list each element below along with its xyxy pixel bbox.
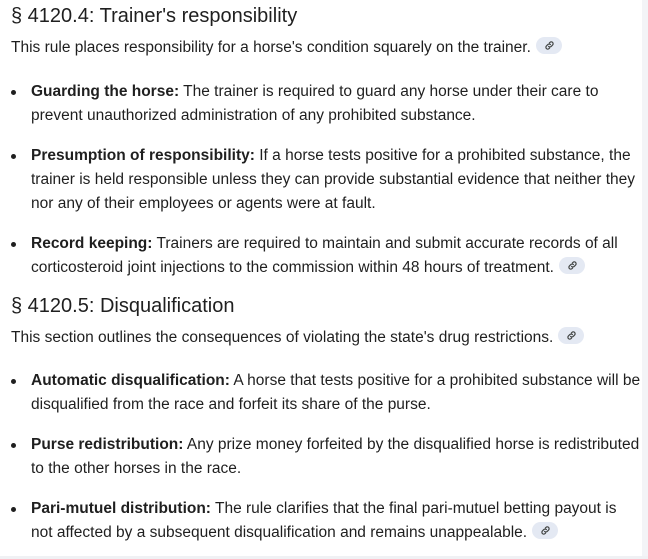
- bullet: [11, 507, 16, 512]
- item-title: Purse redistribution:: [31, 436, 184, 453]
- item-text: The rule clarifies that the final pari-mutuel betting payout is not affected by a subsequent disqualification and remains unappealable.: [31, 500, 617, 541]
- list-item: [11, 144, 641, 216]
- list-item: [11, 497, 641, 545]
- section-intro: This rule places responsibility for a horse's condition squarely on the trainer.: [11, 36, 641, 60]
- list-item: [11, 369, 641, 417]
- item-title: Presumption of responsibility:: [31, 147, 255, 164]
- list-item: [11, 433, 641, 481]
- scrollbar-track[interactable]: [642, 0, 648, 559]
- section-heading: § 4120.5: Disqualification: [11, 295, 235, 317]
- link-icon: [544, 40, 555, 51]
- section-heading: § 4120.4: Trainer's responsibility: [11, 5, 298, 27]
- citation-chip[interactable]: [558, 327, 584, 344]
- link-icon: [540, 525, 551, 536]
- item-text: A horse that tests positive for a prohibited substance will be disqualified from the race and forfeit its share of the purse.: [31, 372, 641, 413]
- bullet: [11, 154, 16, 159]
- bullet: [11, 379, 16, 384]
- item-text: If a horse tests positive for a prohibited substance, the trainer is held responsible unless they can provide substantial evidence that neither they nor any of their employees or agents were at fault.: [31, 147, 636, 212]
- item-text: Trainers are required to maintain and submit accurate records of all corticosteroid joint injections to the commission within 48 hours of treatment.: [31, 235, 618, 276]
- item-text: The trainer is required to guard any horse under their care to prevent unauthorized administration of any prohibited substance.: [31, 83, 599, 124]
- item-title: Record keeping:: [31, 235, 153, 252]
- item-title: Guarding the horse:: [31, 83, 180, 100]
- bullet: [11, 242, 16, 247]
- citation-chip[interactable]: [536, 37, 562, 54]
- bullet-list: [11, 369, 641, 545]
- bullet: [11, 90, 16, 95]
- section-intro: This section outlines the consequences of violating the state's drug restrictions.: [11, 326, 641, 350]
- link-icon: [566, 330, 577, 341]
- item-text: Any prize money forfeited by the disqualified horse is redistributed to the other horses in the race.: [31, 436, 640, 477]
- link-icon: [567, 260, 578, 271]
- item-title: Automatic disqualification:: [31, 372, 230, 389]
- item-title: Pari-mutuel distribution:: [31, 500, 211, 517]
- list-item: [11, 80, 641, 128]
- response-content: [11, 0, 641, 545]
- bullet: [11, 443, 16, 448]
- citation-chip[interactable]: [532, 522, 558, 539]
- bullet-list: [11, 80, 641, 280]
- citation-chip[interactable]: [559, 257, 585, 274]
- list-item: [11, 232, 641, 280]
